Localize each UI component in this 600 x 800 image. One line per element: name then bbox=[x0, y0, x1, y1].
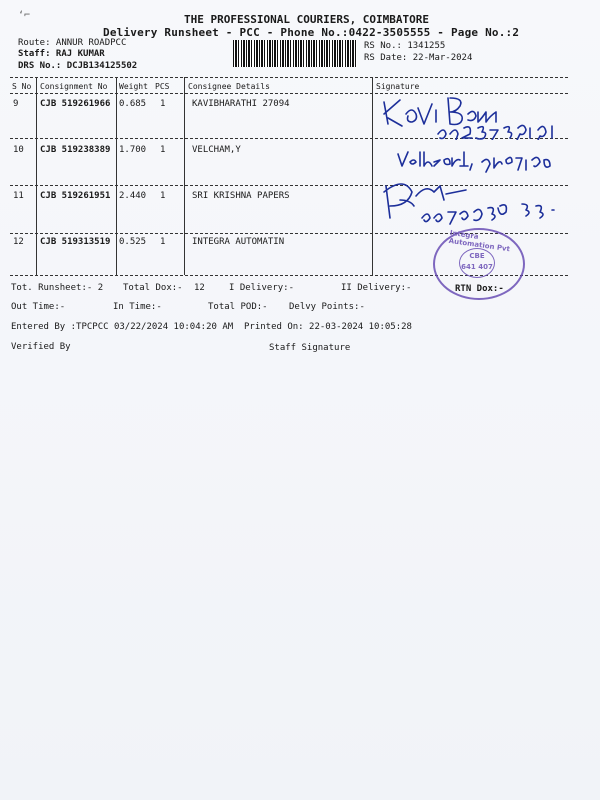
ii-delivery: II Delivery:- bbox=[341, 283, 412, 293]
row-weight: 2.440 bbox=[119, 191, 147, 201]
printed-on: Printed On: 22-03-2024 10:05:28 bbox=[244, 322, 412, 332]
col-divider-4 bbox=[372, 77, 373, 275]
corner-mark: ‘⌐ bbox=[18, 10, 31, 21]
row-sno: 12 bbox=[13, 237, 24, 247]
runsheet-subtitle: Delivery Runsheet - PCC - Phone No.:0422-3505555 - Page No.:2 bbox=[103, 26, 520, 39]
table-top-rule bbox=[10, 77, 568, 78]
row-pcs: 1 bbox=[160, 191, 166, 201]
row-consignment: CJB 519261951 bbox=[40, 191, 111, 201]
header-consignee: Consignee Details bbox=[188, 82, 270, 91]
tot-runsheet: Tot. Runsheet:- 2 bbox=[11, 283, 104, 293]
rs-number: RS No.: 1341255 bbox=[364, 41, 446, 51]
row-consignment: CJB 519313519 bbox=[40, 237, 111, 247]
route-label: Route: ANNUR ROADPCC bbox=[18, 38, 127, 48]
i-delivery: I Delivery:- bbox=[229, 283, 295, 293]
entered-by: Entered By :TPCPCC 03/22/2024 10:04:20 AM bbox=[11, 322, 234, 332]
stamp-center-line2: 641 407 bbox=[461, 263, 493, 271]
row-sno: 11 bbox=[13, 191, 24, 201]
row-sno: 9 bbox=[13, 99, 19, 109]
row-consignee: VELCHAM,Y bbox=[192, 145, 241, 155]
rtn-dox: RTN Dox:- bbox=[455, 284, 504, 294]
signature-row-9 bbox=[378, 92, 578, 140]
header-pcs: PCS bbox=[155, 82, 170, 91]
row-weight: 1.700 bbox=[119, 145, 147, 155]
row-consignee: SRI KRISHNA PAPERS bbox=[192, 191, 290, 201]
row-pcs: 1 bbox=[160, 99, 166, 109]
row-consignment: CJB 519238389 bbox=[40, 145, 111, 155]
col-divider-2 bbox=[116, 77, 117, 275]
row-sno: 10 bbox=[13, 145, 24, 155]
total-pod: Total POD:- bbox=[208, 302, 268, 312]
stamp-center bbox=[459, 248, 495, 278]
stamp-center-line1: CBE bbox=[469, 252, 485, 260]
row-pcs: 1 bbox=[160, 145, 166, 155]
row-consignee: KAVIBHARATHI 27094 bbox=[192, 99, 290, 109]
delvy-points: Delvy Points:- bbox=[289, 302, 365, 312]
verified-by: Verified By bbox=[11, 342, 71, 352]
row-consignee: INTEGRA AUTOMATIN bbox=[192, 237, 285, 247]
barcode bbox=[233, 40, 357, 67]
row-weight: 0.685 bbox=[119, 99, 147, 109]
drs-number: DRS No.: DCJB134125502 bbox=[18, 61, 138, 71]
in-time: In Time:- bbox=[113, 302, 162, 312]
header-weight: Weight bbox=[119, 82, 148, 91]
row-weight: 0.525 bbox=[119, 237, 147, 247]
staff-label: Staff: RAJ KUMAR bbox=[18, 49, 105, 59]
signature-row-11 bbox=[376, 172, 566, 230]
staff-signature: Staff Signature bbox=[269, 343, 351, 353]
total-dox-value: 12 bbox=[194, 283, 205, 293]
header-sno: S No bbox=[12, 82, 32, 91]
company-title: THE PROFESSIONAL COURIERS, COIMBATORE bbox=[184, 13, 430, 26]
rs-date: RS Date: 22-Mar-2024 bbox=[364, 53, 473, 63]
row-consignment: CJB 519261966 bbox=[40, 99, 111, 109]
col-divider-3 bbox=[184, 77, 185, 275]
total-dox-label: Total Dox:- bbox=[123, 283, 183, 293]
out-time: Out Time:- bbox=[11, 302, 66, 312]
col-divider-1 bbox=[36, 77, 37, 275]
row-pcs: 1 bbox=[160, 237, 166, 247]
header-consignment: Consignment No bbox=[40, 82, 108, 91]
stamp-ring-text: Integra Automation Pvt bbox=[448, 228, 511, 254]
header-signature: Signature bbox=[376, 82, 420, 91]
